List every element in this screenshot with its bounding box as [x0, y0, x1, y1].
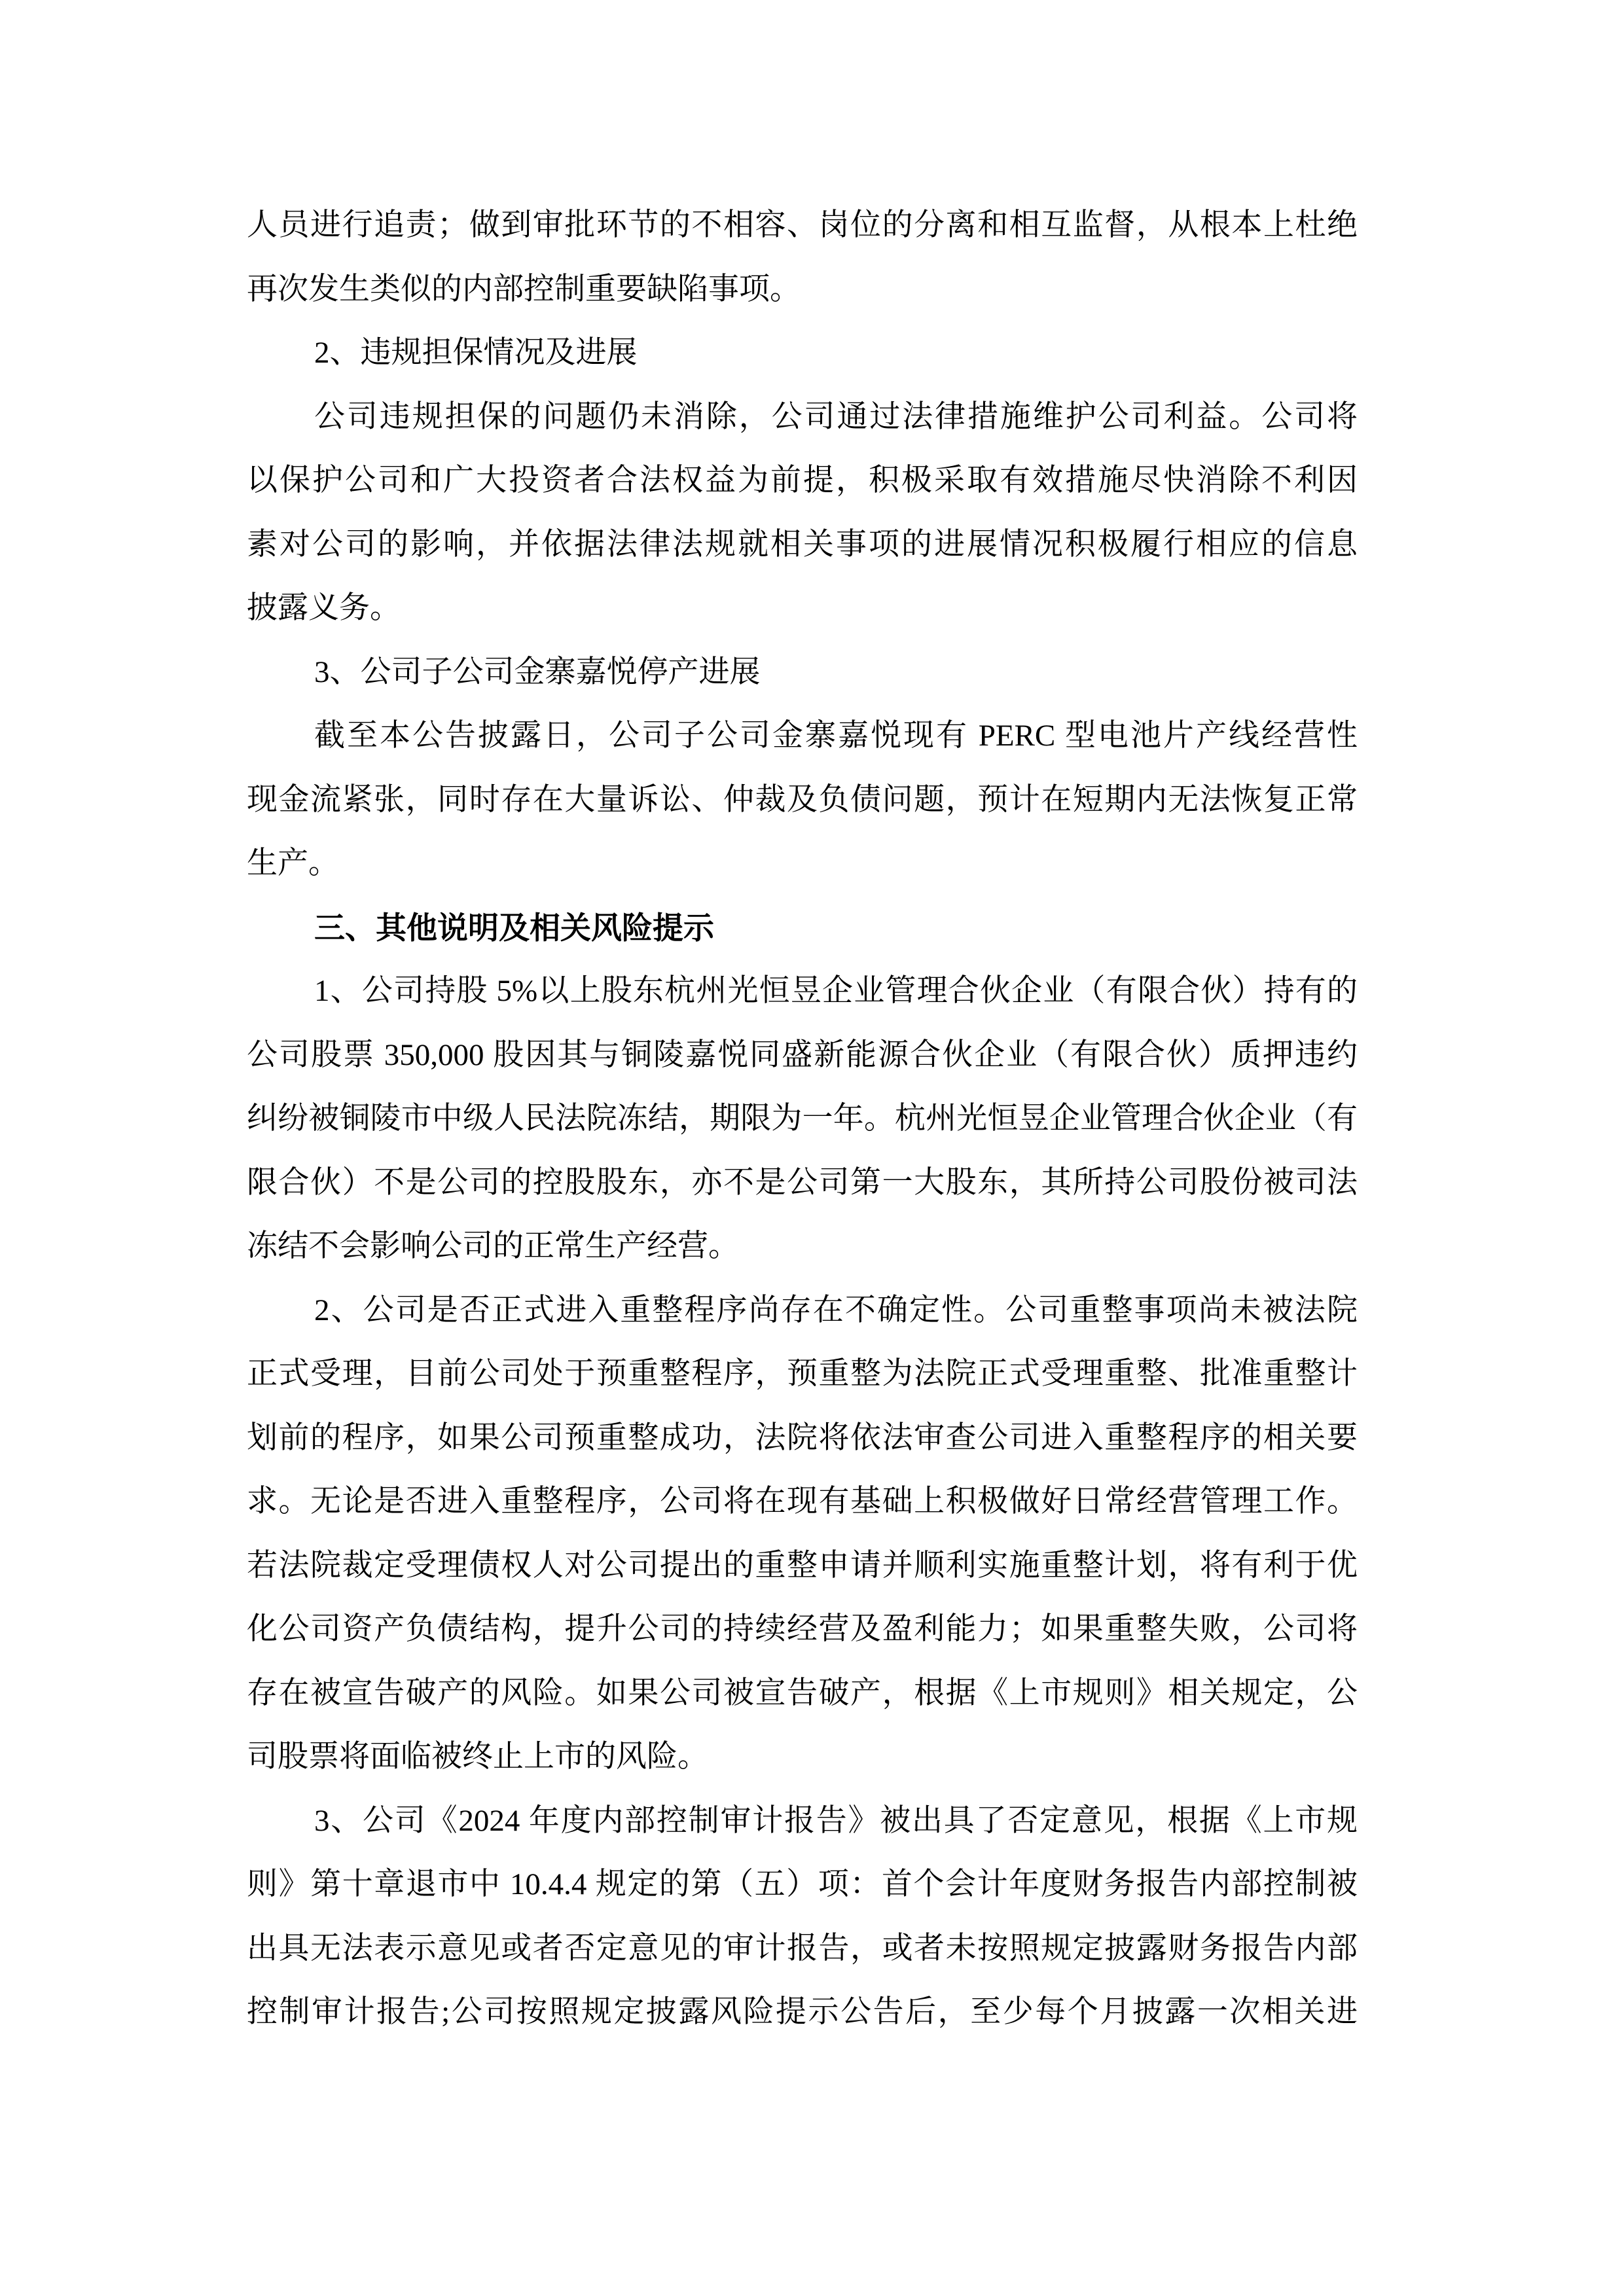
text-line: 人员进行追责；做到审批环节的不相容、岗位的分离和相互监督，从根本上杜绝	[247, 208, 1358, 242]
text-line: 若法院裁定受理债权人对公司提出的重整申请并顺利实施重整计划，将有利于优	[247, 1548, 1358, 1583]
text-line: 纠纷被铜陵市中级人民法院冻结，期限为一年。杭州光恒昱企业管理合伙企业（有	[247, 1102, 1358, 1136]
text-line: 限合伙）不是公司的控股股东，亦不是公司第一大股东，其所持公司股份被司法	[247, 1165, 1358, 1200]
text-line: 出具无法表示意见或者否定意见的审计报告，或者未按照规定披露财务报告内部	[247, 1931, 1358, 1965]
text-line: 以保护公司和广大投资者合法权益为前提，积极采取有效措施尽快消除不利因	[247, 463, 1358, 497]
text-line: 1、公司持股 5%以上股东杭州光恒昱企业管理合伙企业（有限合伙）持有的	[314, 974, 1358, 1008]
section-heading: 三、其他说明及相关风险提示	[314, 910, 714, 945]
text-block	[247, 194, 1358, 2045]
text-line: 控制审计报告;公司按照规定披露风险提示公告后，至少每个月披露一次相关进	[247, 1995, 1358, 2029]
text-line: 司股票将面临被终止上市的风险。	[247, 1740, 708, 1774]
text-line: 2、公司是否正式进入重整程序尚存在不确定性。公司重整事项尚未被法院	[314, 1293, 1358, 1327]
text-line: 3、公司《2024 年度内部控制审计报告》被出具了否定意见，根据《上市规	[314, 1803, 1358, 1838]
text-line: 划前的程序，如果公司预重整成功，法院将依法审查公司进入重整程序的相关要	[247, 1420, 1358, 1455]
text-line: 生产。	[247, 846, 339, 880]
text-line: 则》第十章退市中 10.4.4 规定的第（五）项：首个会计年度财务报告内部控制被	[247, 1867, 1358, 1901]
text-line: 求。无论是否进入重整程序，公司将在现有基础上积极做好日常经营管理工作。	[247, 1484, 1358, 1518]
text-line: 正式受理，目前公司处于预重整程序，预重整为法院正式受理重整、批准重整计	[247, 1357, 1358, 1391]
text-line: 公司股票 350,000 股因其与铜陵嘉悦同盛新能源合伙企业（有限合伙）质押违约	[247, 1037, 1358, 1072]
text-line: 现金流紧张，同时存在大量诉讼、仲裁及负债问题，预计在短期内无法恢复正常	[247, 782, 1358, 817]
text-line: 3、公司子公司金寨嘉悦停产进展	[314, 655, 761, 689]
text-line: 冻结不会影响公司的正常生产经营。	[247, 1229, 739, 1263]
text-line: 披露义务。	[247, 591, 401, 625]
text-line: 化公司资产负债结构，提升公司的持续经营及盈利能力；如果重整失败，公司将	[247, 1612, 1358, 1646]
text-line: 素对公司的影响，并依据法律法规就相关事项的进展情况积极履行相应的信息	[247, 527, 1358, 562]
text-line: 2、违规担保情况及进展	[314, 336, 638, 370]
text-line: 再次发生类似的内部控制重要缺陷事项。	[247, 272, 801, 306]
text-line: 截至本公告披露日，公司子公司金寨嘉悦现有 PERC 型电池片产线经营性	[314, 719, 1358, 753]
text-line: 公司违规担保的问题仍未消除，公司通过法律措施维护公司利益。公司将	[314, 399, 1358, 434]
text-line: 存在被宣告破产的风险。如果公司被宣告破产，根据《上市规则》相关规定，公	[247, 1676, 1358, 1710]
